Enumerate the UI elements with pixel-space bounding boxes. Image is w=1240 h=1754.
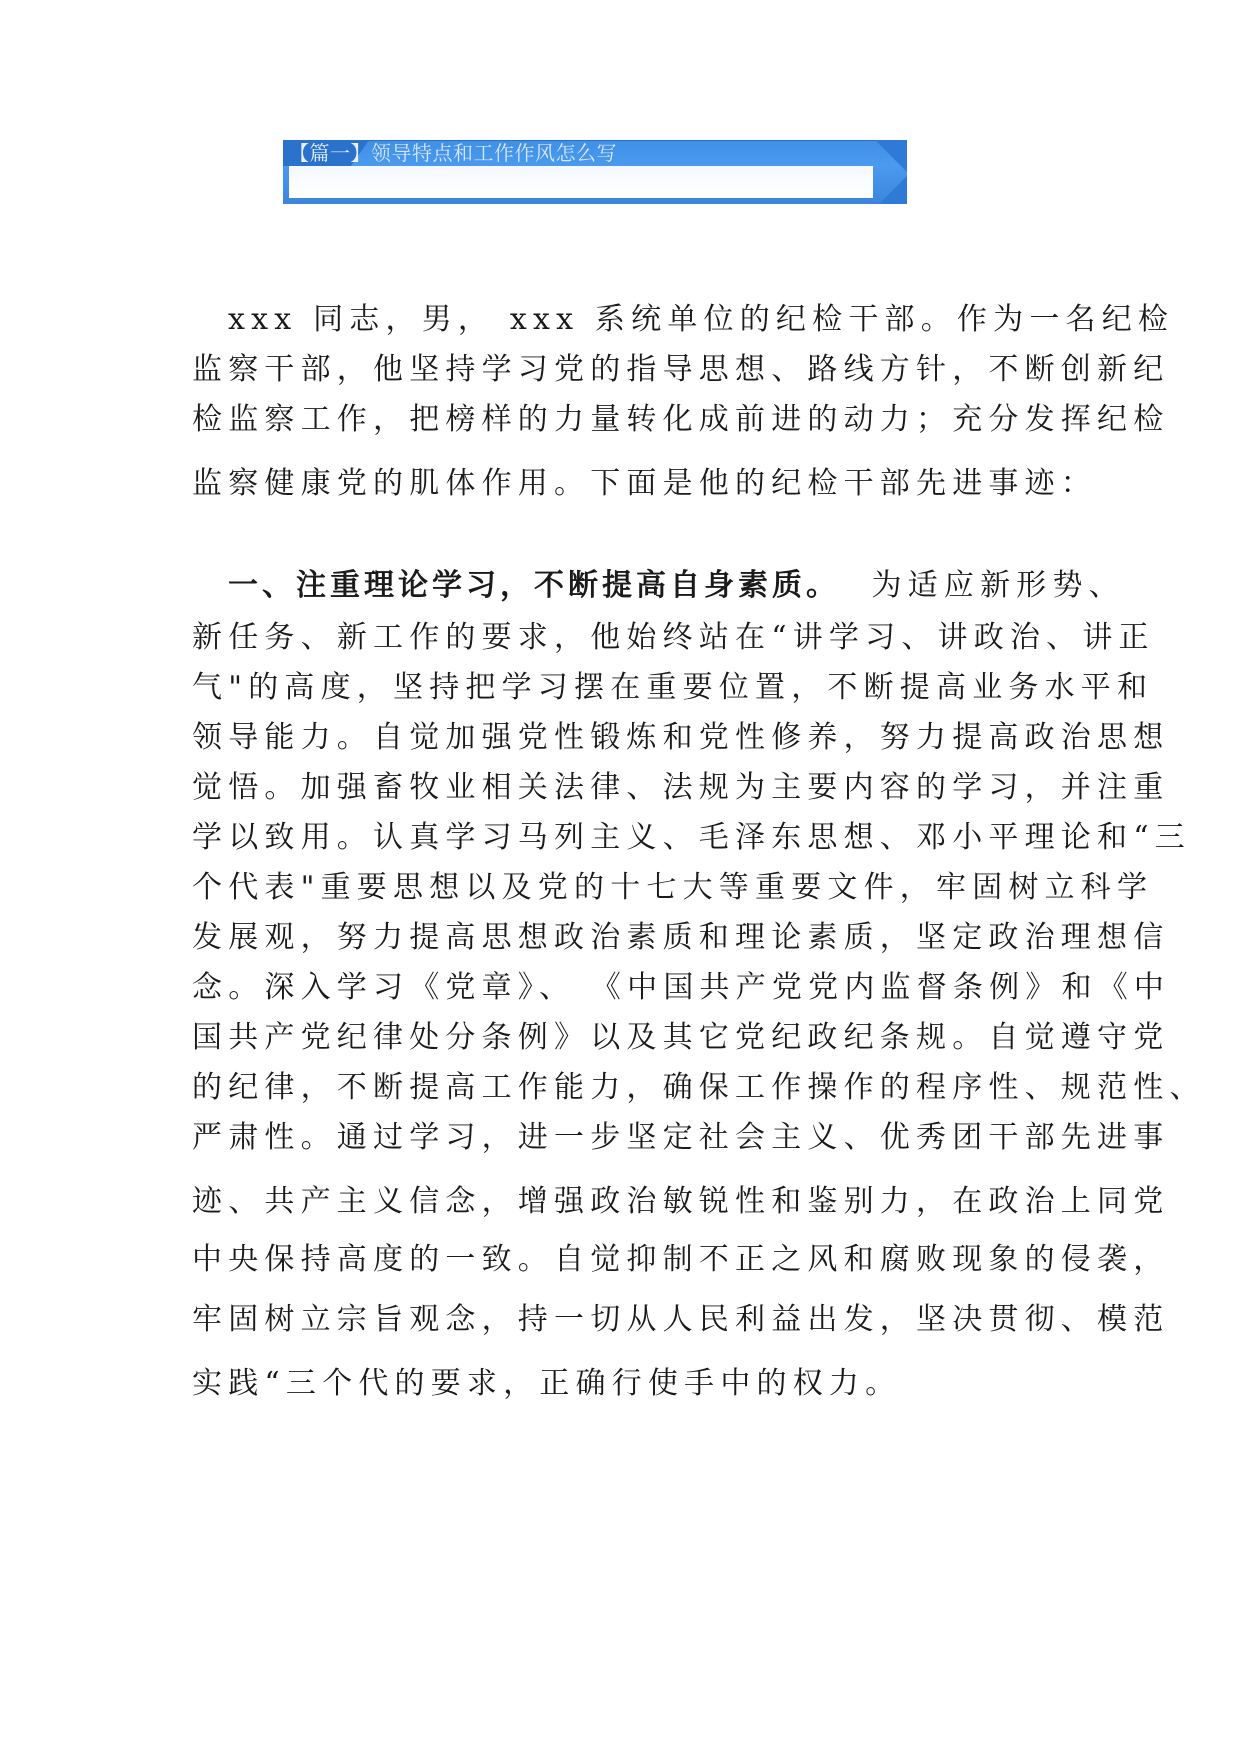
paragraph-line: 中央保持高度的一致。自觉抑制不正之风和腐败现象的侵袭， (192, 1242, 1170, 1277)
section-heading-line (228, 568, 1125, 604)
title-banner (283, 140, 907, 204)
paragraph-line: xxx 同志，男， xxx 系统单位的纪检干部。作为一名纪检 (228, 302, 1175, 337)
paragraph-line: 气"的高度，坚持把学习摆在重要位置，不断提高业务水平和 (192, 670, 1154, 705)
banner-title-text: 领导特点和工作作风怎么写 (371, 141, 617, 165)
paragraph-line: 的纪律，不断提高工作能力，确保工作操作的程序性、规范性、 (192, 1070, 1206, 1105)
banner-corner-decoration (875, 140, 907, 172)
banner-inner-panel (289, 166, 873, 198)
paragraph-line: 学以致用。认真学习马列主义、毛泽东思想、邓小平理论和“三 (192, 820, 1191, 855)
paragraph-line: 觉悟。加强畜牧业相关法律、法规为主要内容的学习，并注重 (192, 770, 1170, 805)
paragraph-line: 领导能力。自觉加强党性锻炼和党性修养，努力提高政治思想 (192, 720, 1170, 755)
paragraph-line: 严肃性。通过学习，进一步坚定社会主义、优秀团干部先进事 (192, 1120, 1170, 1155)
paragraph-line: 检监察工作，把榜样的力量转化成前进的动力；充分发挥纪检 (192, 402, 1170, 437)
paragraph-text: 为适应新形势、 (871, 568, 1125, 603)
paragraph-line: 个代表"重要思想以及党的十七大等重要文件，牢固树立科学 (192, 870, 1154, 905)
paragraph-line: 监察干部，他坚持学习党的指导思想、路线方针，不断创新纪 (192, 352, 1170, 387)
paragraph-line: 国共产党纪律处分条例》以及其它党纪政纪条规。自觉遵守党 (192, 1020, 1170, 1055)
section-heading: 一、注重理论学习，不断提高自身素质。 (228, 568, 840, 603)
paragraph-line: 牢固树立宗旨观念，持一切从人民利益出发，坚决贯彻、模范 (192, 1302, 1170, 1337)
paragraph-line: 新任务、新工作的要求，他始终站在“讲学习、讲政治、讲正 (192, 620, 1155, 655)
paragraph-line: 实践“三个代的要求，正确行使手中的权力。 (192, 1366, 902, 1401)
banner-corner-decoration-bottom (879, 176, 907, 204)
paragraph-line: 发展观，努力提高思想政治素质和理论素质，坚定政治理想信 (192, 920, 1170, 955)
paragraph-line: 迹、共产主义信念，增强政治敏锐性和鉴别力，在政治上同党 (192, 1184, 1170, 1219)
banner-title (289, 142, 617, 164)
paragraph-line: 监察健康党的肌体作用。下面是他的纪检干部先进事迹： (192, 466, 1097, 501)
banner-tag: 【篇一】 (289, 141, 371, 165)
paragraph-line: 念。深入学习《党章》、 《中国共产党党内监督条例》和《中 (192, 970, 1171, 1005)
